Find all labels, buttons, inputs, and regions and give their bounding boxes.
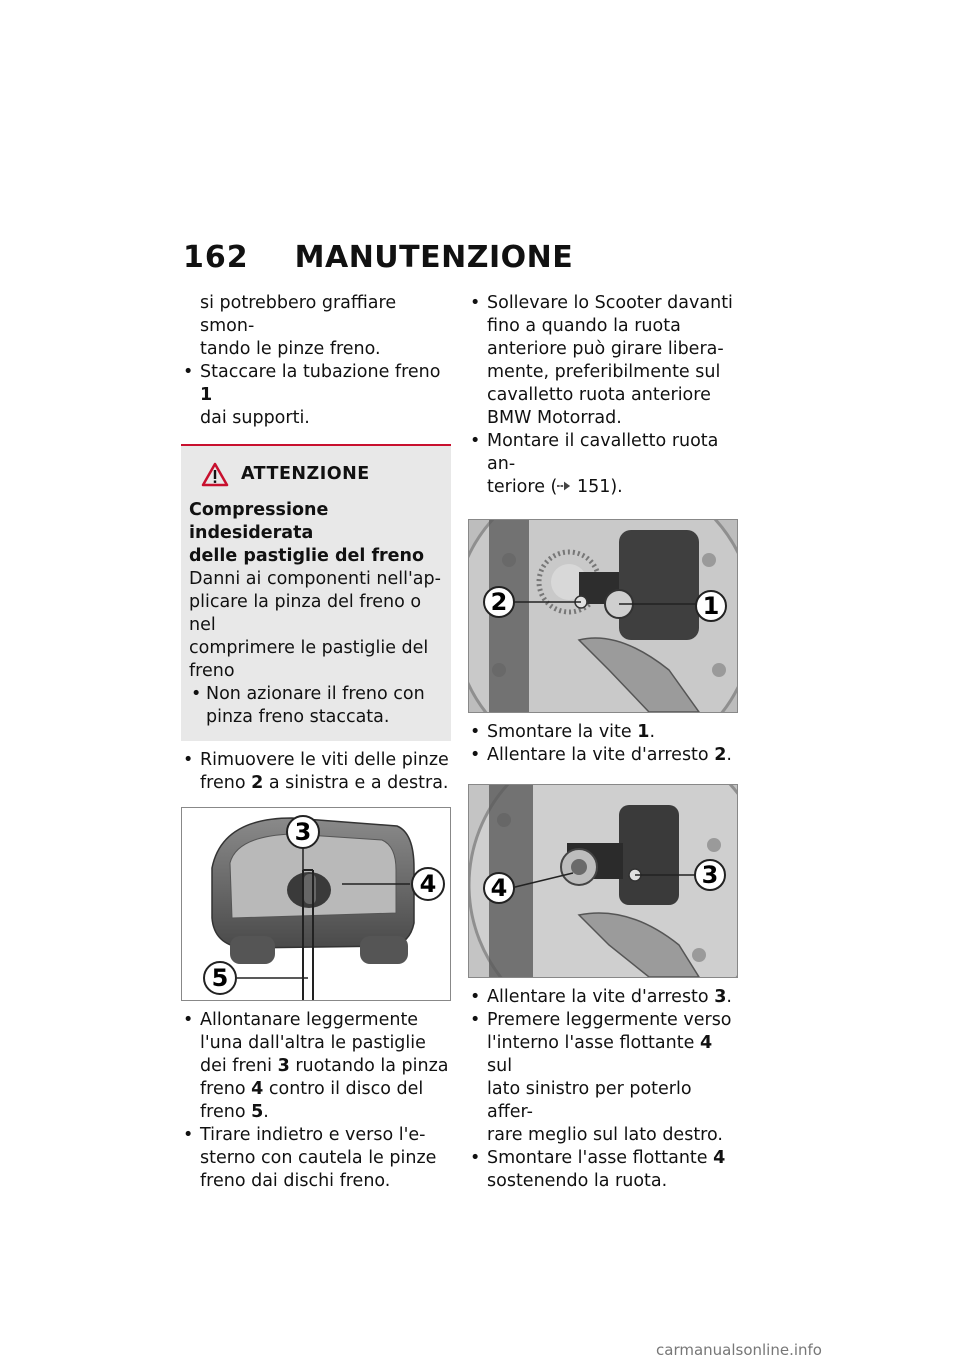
text-line: Compressione indesiderata	[189, 500, 329, 543]
text-line: Allontanare leggermente	[200, 1010, 419, 1030]
text-line: pinza freno staccata.	[206, 707, 390, 727]
ref-number: 4	[699, 1033, 713, 1053]
figure-label: 5	[211, 964, 229, 992]
right-column	[468, 292, 740, 1193]
continued-paragraph	[181, 292, 451, 361]
text-line: ruotando la pinza	[289, 1056, 449, 1076]
text-line: dei freni	[200, 1056, 278, 1076]
step-press-axle	[468, 1009, 740, 1147]
text-line: delle pastiglie del freno	[189, 546, 425, 566]
step-lift-scooter	[468, 292, 740, 430]
text-line: Montare il cavalletto ruota an-	[487, 431, 719, 474]
text-line: ).	[610, 477, 623, 497]
text-line: .	[263, 1102, 269, 1122]
warning-instruction	[189, 683, 443, 729]
warning-subtitle	[189, 499, 443, 568]
text-line: Rimuovere le viti delle pinze	[200, 750, 449, 770]
step-detach-brake-line	[181, 361, 451, 430]
step-loosen-screw-3	[468, 986, 740, 1009]
text-line: a sinistra e a destra.	[263, 773, 449, 793]
warning-title: ATTENZIONE	[241, 464, 370, 484]
warning-box	[181, 444, 451, 741]
text-line: si potrebbero graffiare smon-	[200, 293, 397, 336]
text-line: comprimere le pastiglie del	[189, 638, 429, 658]
figure-front-wheel-axle	[468, 519, 738, 713]
warning-body	[189, 568, 443, 683]
text-line: freno dai dischi freno.	[200, 1171, 391, 1191]
text-line: contro il disco del	[263, 1079, 424, 1099]
ref-number: 1	[200, 385, 213, 405]
text-line: .	[649, 722, 656, 742]
text-line: Allentare la vite d'arresto	[487, 745, 715, 765]
text-line: Non azionare il freno con	[206, 684, 425, 704]
page-reference-link[interactable]: 151	[576, 477, 611, 497]
step-separate-pads	[181, 1009, 451, 1124]
text-line: .	[726, 745, 732, 765]
figure-brake-caliper	[181, 807, 451, 1001]
text-line: Allentare la vite d'arresto	[487, 987, 715, 1007]
warning-header	[201, 462, 443, 487]
figure-label: 4	[490, 874, 508, 902]
text-line: sostenendo la ruota.	[487, 1171, 668, 1191]
text-line: rare meglio sul lato destro.	[487, 1125, 723, 1145]
step-pull-calipers	[181, 1124, 451, 1193]
floating-axle-photo	[469, 785, 737, 977]
warning-triangle-icon	[201, 462, 229, 487]
ref-number: 5	[251, 1102, 264, 1122]
text-line: Danni ai componenti nell'ap-	[189, 569, 441, 589]
text-line: tando le pinze freno.	[200, 339, 381, 359]
ref-number: 1	[637, 722, 650, 742]
text-line: Premere leggermente verso	[487, 1010, 732, 1030]
page-header	[183, 240, 573, 280]
brake-caliper-illustration	[182, 808, 450, 1000]
figure-label: 3	[701, 861, 719, 889]
figure-label: 1	[702, 592, 720, 620]
text-line: sterno con cautela le pinze	[200, 1148, 437, 1168]
figure-label: 2	[490, 588, 508, 616]
text-line: teriore (	[487, 477, 558, 497]
watermark: carmanualsonline.info	[656, 1341, 822, 1359]
text-line: l'interno l'asse flottante	[487, 1033, 700, 1053]
figure-floating-axle	[468, 784, 738, 978]
ref-number: 2	[251, 773, 264, 793]
text-line: BMW Motorrad.	[487, 408, 622, 428]
figure-label: 3	[294, 818, 312, 846]
text-line: sul	[487, 1056, 513, 1076]
page-reference-arrow-icon	[557, 480, 571, 492]
ref-number: 4	[251, 1079, 264, 1099]
text-line: freno	[200, 1102, 252, 1122]
text-line: .	[726, 987, 732, 1007]
text-line: mente, preferibilmente sul	[487, 362, 721, 382]
text-line: Smontare la vite	[487, 722, 638, 742]
ref-number: 2	[714, 745, 727, 765]
ref-number: 3	[714, 987, 727, 1007]
ref-number: 3	[277, 1056, 290, 1076]
page-number: 162	[183, 240, 249, 275]
step-loosen-screw-2	[468, 744, 740, 767]
text-line: freno	[200, 1079, 252, 1099]
text-line: lato sinistro per poterlo affer-	[487, 1079, 692, 1122]
text-line: Tirare indietro e verso l'e-	[200, 1125, 426, 1145]
text-line: fino a quando la ruota	[487, 316, 681, 336]
left-column	[181, 292, 451, 1193]
text-line: Smontare l'asse flottante	[487, 1148, 714, 1168]
figure-label: 4	[419, 870, 437, 898]
chapter-title: MANUTENZIONE	[294, 240, 574, 275]
step-remove-axle	[468, 1147, 740, 1193]
text-line: cavalletto ruota anteriore	[487, 385, 711, 405]
text-line: dai supporti.	[200, 408, 310, 428]
text-line: l'una dall'altra le pastiglie	[200, 1033, 426, 1053]
step-remove-caliper-screws	[181, 749, 451, 795]
ref-number: 4	[713, 1148, 726, 1168]
text-line: anteriore può girare libera-	[487, 339, 724, 359]
step-mount-stand	[468, 430, 740, 499]
text-line: Sollevare lo Scooter davanti	[487, 293, 733, 313]
front-wheel-photo	[469, 520, 737, 712]
text-line: freno	[189, 661, 235, 681]
step-remove-screw-1	[468, 721, 740, 744]
text-line: freno	[200, 773, 252, 793]
text-line: Staccare la tubazione freno	[200, 362, 441, 382]
text-line: plicare la pinza del freno o nel	[189, 592, 422, 635]
